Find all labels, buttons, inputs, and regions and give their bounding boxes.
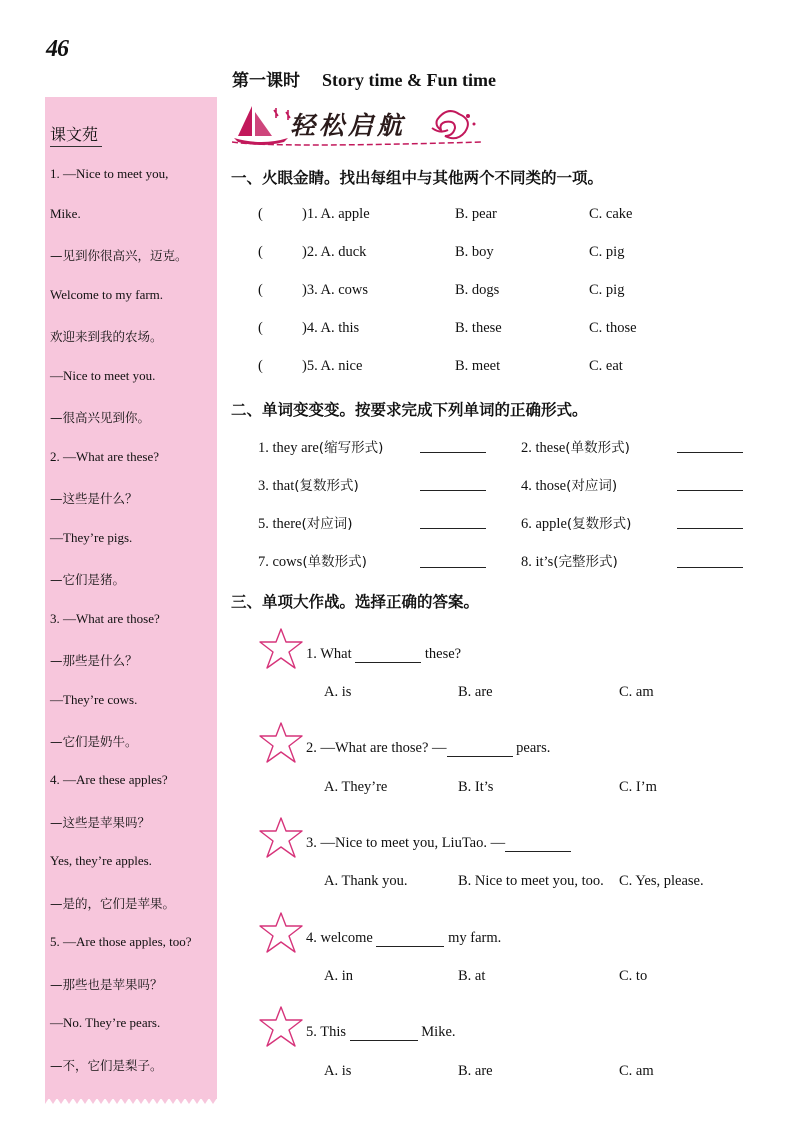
word-item [258, 436, 383, 457]
sidebar-line: —见到你很高兴，迈克。 [50, 248, 188, 263]
answer-blank[interactable] [420, 452, 486, 453]
option-c: C. pig [589, 282, 625, 298]
sidebar-line: —那些是什么？ [50, 653, 138, 668]
word: 6. apple [521, 516, 567, 532]
option-c: C. those [589, 320, 637, 336]
word-hint: (完整形式) [553, 554, 618, 570]
question-text-after: pears. [516, 740, 551, 756]
answer-blank[interactable] [355, 646, 421, 663]
sidebar-heading-underline [50, 146, 102, 147]
answer-blank[interactable] [677, 490, 743, 491]
star-icon [256, 1004, 306, 1050]
answer-blank[interactable] [420, 567, 486, 568]
choice-a[interactable]: A. They’re [324, 779, 388, 795]
lesson-title-cn: 第一课时 [232, 71, 300, 91]
question-text: 4. welcome [306, 930, 373, 946]
sidebar-line: 5. —Are those apples, too? [50, 934, 192, 949]
choice-a[interactable]: A. is [324, 684, 352, 700]
answer-paren[interactable]: ( [258, 358, 263, 374]
option-a: )2. A. duck [302, 244, 367, 260]
word-item [521, 512, 631, 533]
choice-c[interactable]: C. to [619, 968, 648, 984]
option-b: B. these [455, 320, 502, 336]
lesson-title [232, 66, 496, 91]
banner-title: 轻松启航 [290, 111, 407, 140]
section3-title: 三、单项大作战。选择正确的答案。 [231, 593, 480, 611]
choice-c[interactable]: C. am [619, 684, 654, 700]
word-hint: (缩写形式) [318, 440, 384, 456]
sidebar-line: Welcome to my farm. [50, 287, 164, 302]
sidebar-line: 3. —What are those? [50, 611, 160, 626]
lesson-title-en: Story time & Fun time [322, 70, 496, 90]
answer-blank[interactable] [350, 1024, 418, 1041]
answer-paren[interactable]: ( [258, 206, 263, 222]
word: 3. that [258, 478, 295, 494]
option-a: )3. A. cows [302, 282, 369, 298]
sidebar-line: Yes, they’re apples. [50, 853, 152, 868]
choice-c[interactable]: C. am [619, 1063, 654, 1079]
sidebar-line: —它们是奶牛。 [50, 734, 138, 749]
option-a: )1. A. apple [302, 206, 370, 222]
answer-blank[interactable] [677, 452, 743, 453]
question-text-after: these? [424, 646, 462, 662]
section2-title: 二、单词变变变。按要求完成下列单词的正确形式。 [231, 401, 588, 419]
word-hint: (对应词) [566, 478, 618, 494]
sidebar-line: —不，它们是梨子。 [50, 1058, 163, 1073]
option-b: B. pear [455, 206, 497, 222]
question-line [306, 646, 461, 663]
answer-blank[interactable] [677, 567, 743, 568]
word: 7. cows [258, 554, 303, 570]
question-line [306, 1024, 456, 1041]
answer-blank[interactable] [505, 835, 571, 852]
answer-blank[interactable] [420, 528, 486, 529]
sidebar-line: 4. —Are these apples? [50, 772, 168, 787]
answer-blank[interactable] [420, 490, 486, 491]
choice-c[interactable]: C. I’m [619, 779, 657, 795]
choice-c[interactable]: C. Yes, please. [619, 873, 704, 889]
choice-b[interactable]: B. It’s [458, 779, 494, 795]
sidebar-line: —是的，它们是苹果。 [50, 896, 176, 911]
question-text-after: Mike. [421, 1024, 456, 1040]
word: 2. these [521, 440, 566, 456]
answer-paren[interactable]: ( [258, 244, 263, 260]
sidebar-line: —They’re cows. [50, 692, 138, 707]
answer-blank[interactable] [447, 740, 513, 757]
sidebar-line: —这些是苹果吗？ [50, 815, 151, 830]
answer-paren[interactable]: ( [258, 320, 263, 336]
sidebar-line: 欢迎来到我的农场。 [50, 329, 163, 344]
option-c: C. pig [589, 244, 625, 260]
option-a: )4. A. this [302, 320, 360, 336]
question-text: 3. —Nice to meet you, LiuTao. — [306, 835, 506, 851]
option-b: B. meet [455, 358, 501, 374]
section1-title: 一、火眼金睛。找出每组中与其他两个不同类的一项。 [231, 169, 604, 187]
choice-b[interactable]: B. are [458, 684, 493, 700]
choice-b[interactable]: B. Nice to meet you, too. [458, 873, 604, 889]
star-icon [256, 720, 306, 766]
word-hint: (单数形式) [565, 440, 630, 456]
option-c: C. eat [589, 358, 623, 374]
question-line [306, 835, 571, 852]
word-hint: (对应词) [301, 516, 353, 532]
sidebar-line: 2. —What are these? [50, 449, 160, 464]
sidebar-line: —很高兴见到你。 [50, 410, 151, 425]
word-item [521, 436, 630, 457]
word-item [258, 474, 359, 495]
answer-paren[interactable]: ( [258, 282, 263, 298]
word-hint: (复数形式) [566, 516, 632, 532]
word-item [258, 512, 353, 533]
sidebar-line: —那些也是苹果吗？ [50, 977, 163, 992]
page-number: 46 [46, 36, 68, 62]
choice-b[interactable]: B. are [458, 1063, 493, 1079]
choice-a[interactable]: A. in [324, 968, 353, 984]
star-icon [256, 815, 306, 861]
word-item [258, 550, 367, 571]
word: 5. there [258, 516, 302, 532]
choice-b[interactable]: B. at [458, 968, 486, 984]
sidebar-line: —Nice to meet you. [50, 368, 156, 383]
question-text: 5. This [306, 1024, 347, 1040]
option-b: B. boy [455, 244, 494, 260]
option-a: )5. A. nice [302, 358, 363, 374]
word-item [521, 474, 617, 495]
sidebar-line: Mike. [50, 206, 81, 221]
question-text-after: my farm. [448, 930, 502, 946]
answer-blank[interactable] [677, 528, 743, 529]
star-icon [256, 910, 306, 956]
star-icon [256, 626, 306, 672]
choice-a[interactable]: A. Thank you. [324, 873, 408, 889]
word: 4. those [521, 478, 567, 494]
sidebar-line: —No. They’re pears. [50, 1015, 161, 1030]
sidebar-line: 1. —Nice to meet you, [50, 166, 169, 181]
question-line [306, 930, 501, 947]
option-c: C. cake [589, 206, 633, 222]
sidebar-heading: 课文苑 [50, 125, 99, 144]
question-text: 1. What [306, 646, 352, 662]
choice-a[interactable]: A. is [324, 1063, 352, 1079]
word-hint: (复数形式) [294, 478, 359, 494]
word: 1. they are [258, 440, 319, 456]
question-line [306, 740, 550, 757]
sidebar-zigzag-edge [45, 1096, 217, 1106]
sidebar-line: —它们是猪。 [50, 572, 126, 587]
option-b: B. dogs [455, 282, 500, 298]
word: 8. it’s [521, 554, 554, 570]
word-item [521, 550, 618, 571]
word-hint: (单数形式) [302, 554, 367, 570]
question-text: 2. —What are those? — [306, 740, 447, 756]
sidebar-line: —这些是什么？ [50, 491, 138, 506]
sidebar-line: —They’re pigs. [50, 530, 133, 545]
answer-blank[interactable] [376, 930, 444, 947]
